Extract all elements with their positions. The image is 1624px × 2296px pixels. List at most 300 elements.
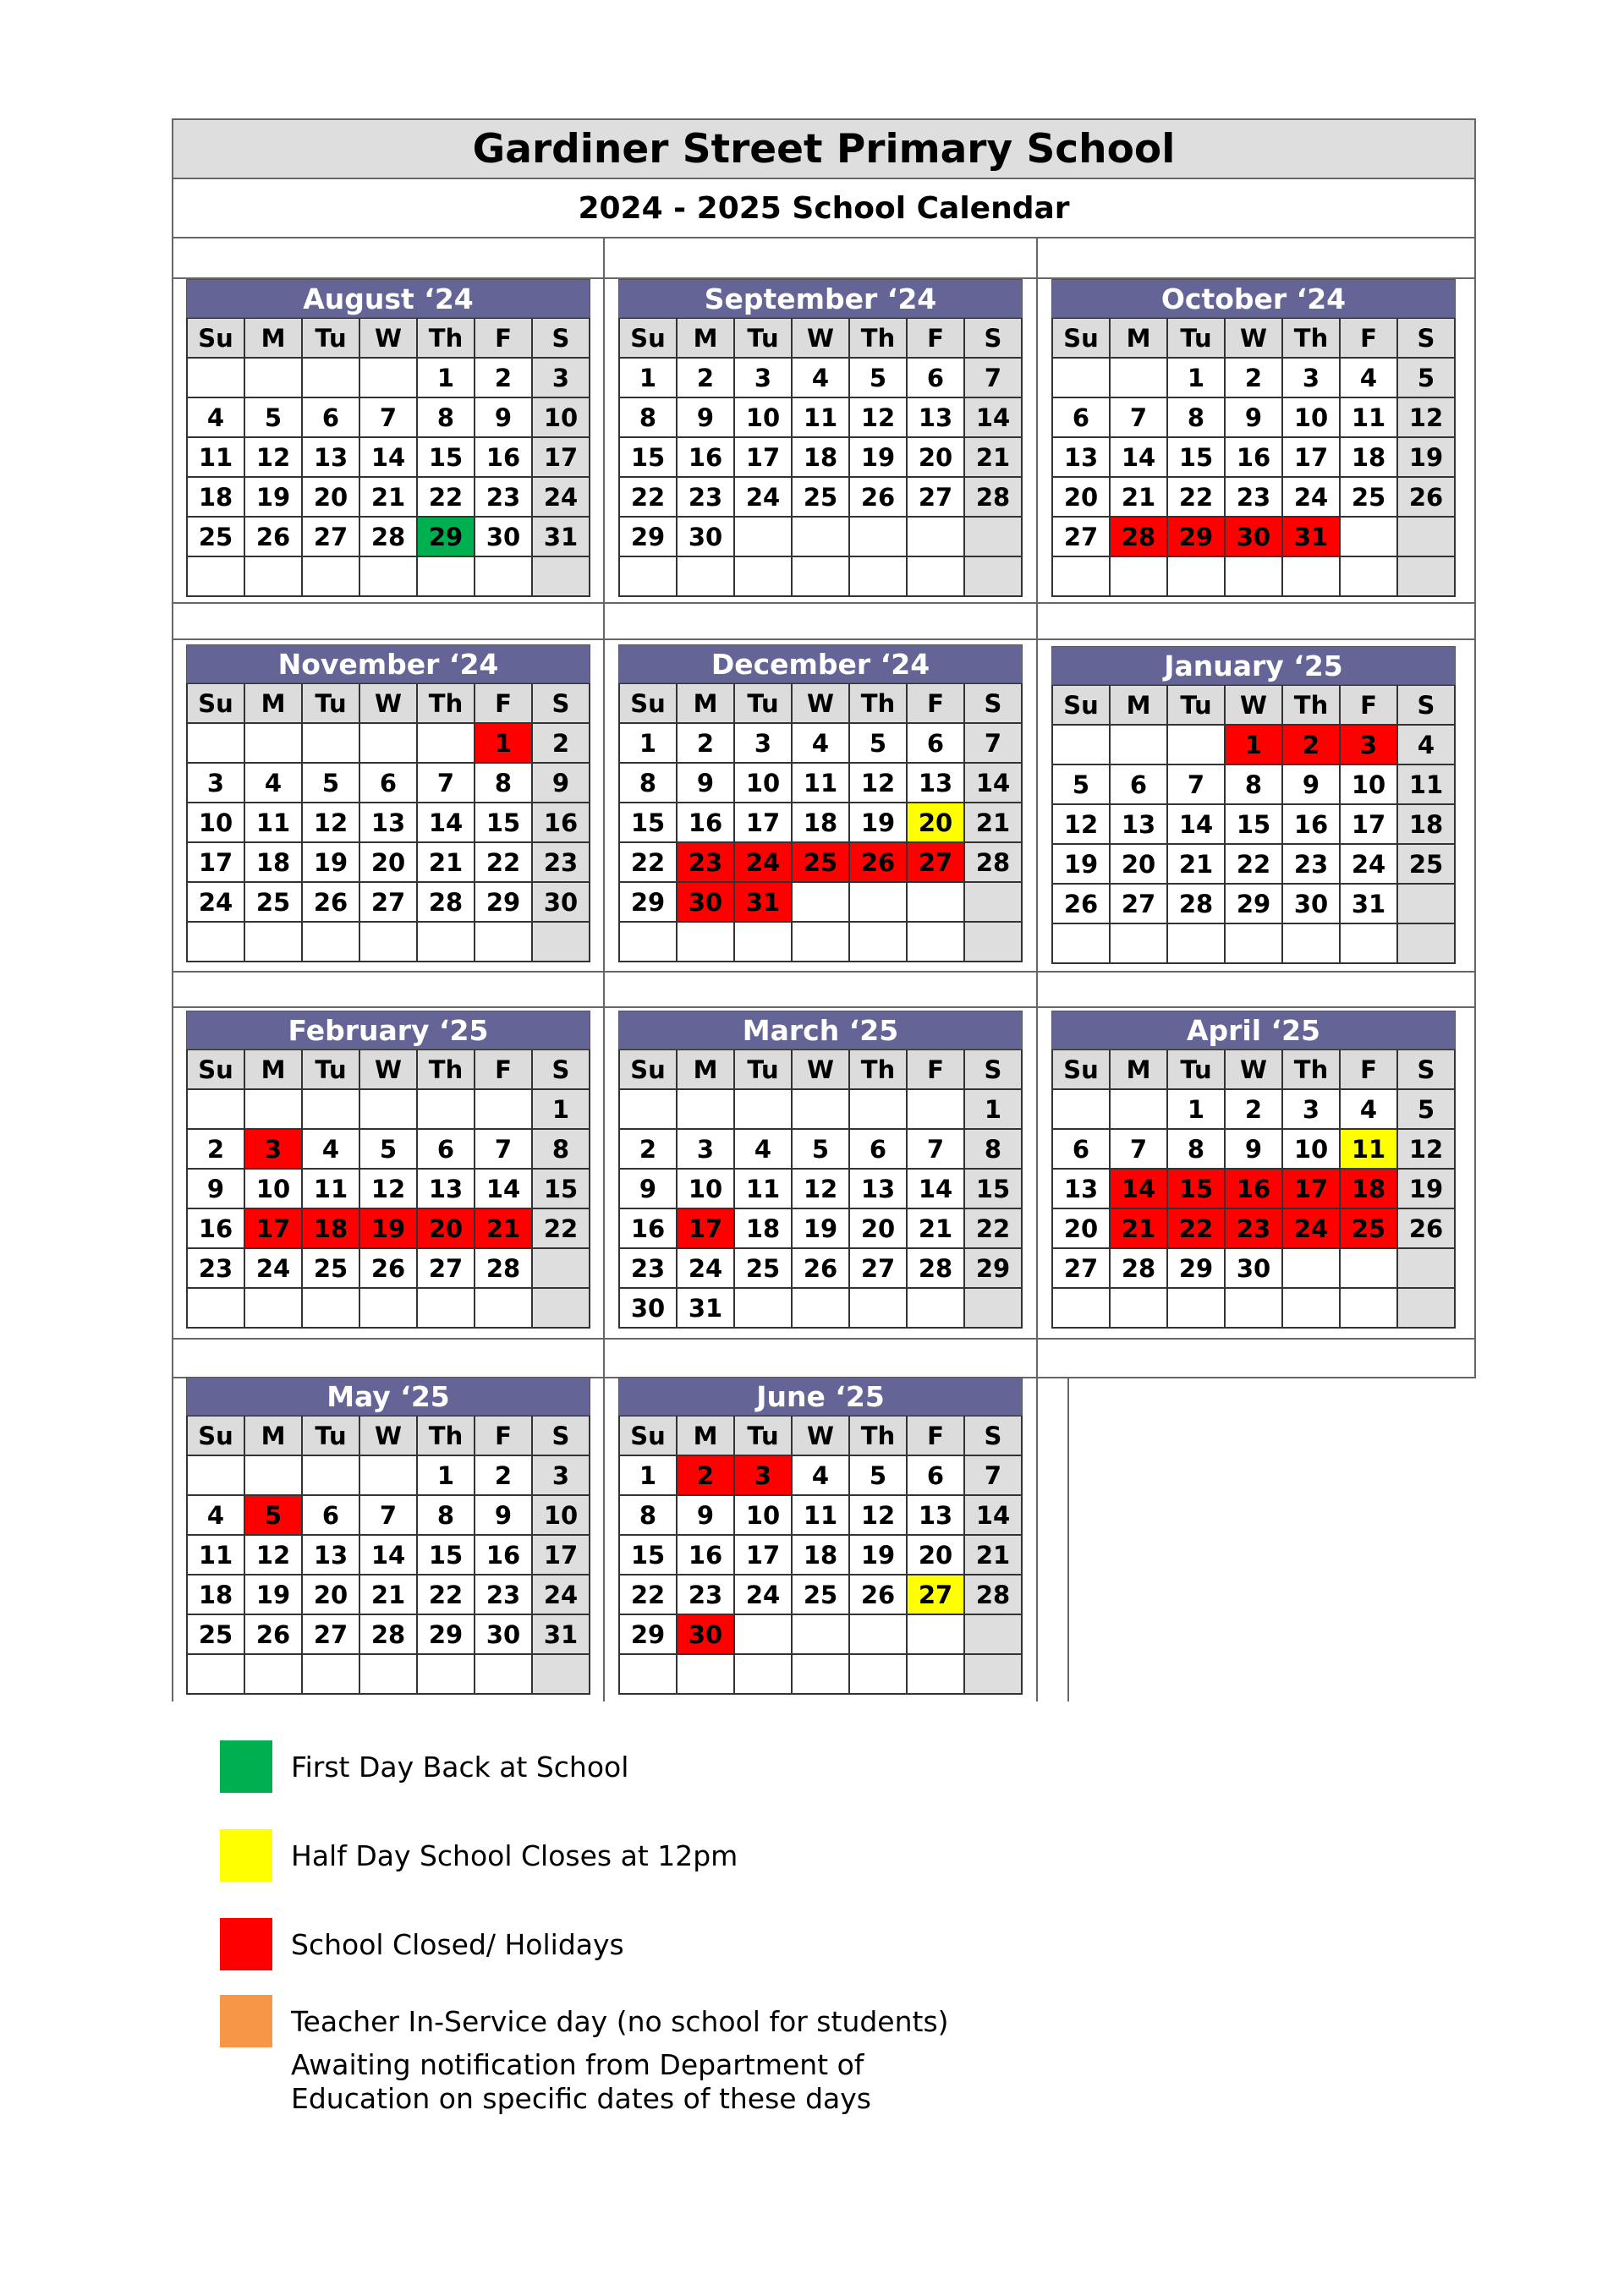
empty-cell — [1053, 726, 1111, 765]
month-1 — [186, 279, 590, 597]
day-cell: 30 — [1226, 1249, 1283, 1289]
empty-cell — [360, 1456, 418, 1496]
day-cell: 7 — [1111, 398, 1168, 438]
day-cell: 28 — [1168, 885, 1226, 924]
day-cell: 14 — [908, 1170, 965, 1209]
empty-cell — [303, 724, 360, 764]
empty-cell — [1111, 1289, 1168, 1329]
day-cell: 6 — [850, 1130, 908, 1170]
month-title: November ‘24 — [186, 644, 590, 683]
weekday-header: Th — [850, 684, 908, 724]
weekday-header: F — [908, 1050, 965, 1090]
empty-cell — [793, 518, 850, 557]
day-cell: 20 — [1053, 1209, 1111, 1249]
day-cell: 8 — [620, 1496, 678, 1536]
day-cell: 7 — [1111, 1130, 1168, 1170]
day-cell: 17 — [1283, 1170, 1341, 1209]
day-cell: 1 — [533, 1090, 590, 1130]
day-cell: 1 — [620, 1456, 678, 1496]
month-title: January ‘25 — [1051, 646, 1456, 685]
day-cell: 15 — [533, 1170, 590, 1209]
day-cell: 13 — [850, 1170, 908, 1209]
day-cell: 7 — [908, 1130, 965, 1170]
day-cell: 23 — [1226, 1209, 1283, 1249]
day-cell: 21 — [475, 1209, 533, 1249]
day-cell: 19 — [850, 1536, 908, 1575]
empty-cell — [188, 923, 245, 962]
day-cell: 30 — [678, 883, 735, 923]
empty-cell — [793, 1615, 850, 1655]
day-cell: 17 — [188, 843, 245, 883]
column-divider — [603, 238, 605, 1701]
month-title: August ‘24 — [186, 279, 590, 318]
weekday-header: F — [475, 319, 533, 359]
day-cell: 14 — [965, 764, 1023, 803]
day-cell: 14 — [360, 1536, 418, 1575]
empty-cell — [850, 923, 908, 962]
day-cell: 14 — [965, 1496, 1023, 1536]
day-cell: 1 — [620, 359, 678, 398]
empty-cell — [1168, 726, 1226, 765]
month-8 — [618, 1011, 1023, 1329]
day-cell: 21 — [908, 1209, 965, 1249]
month-4 — [186, 644, 590, 962]
month-grid — [618, 1416, 1023, 1695]
empty-cell — [908, 1289, 965, 1329]
month-grid — [1051, 1049, 1456, 1329]
day-cell: 5 — [850, 1456, 908, 1496]
empty-cell — [965, 1655, 1023, 1695]
day-cell: 4 — [735, 1130, 793, 1170]
weekday-header: W — [360, 684, 418, 724]
weekday-header: W — [1226, 319, 1283, 359]
weekday-header: Su — [188, 1417, 245, 1456]
day-cell: 26 — [1398, 478, 1456, 518]
day-cell: 23 — [620, 1249, 678, 1289]
empty-cell — [1398, 924, 1456, 964]
empty-cell — [850, 1655, 908, 1695]
weekday-header: Su — [188, 684, 245, 724]
day-cell: 19 — [360, 1209, 418, 1249]
day-cell: 3 — [735, 1456, 793, 1496]
empty-cell — [793, 557, 850, 597]
empty-cell — [850, 1615, 908, 1655]
empty-cell — [188, 1090, 245, 1130]
day-cell: 28 — [908, 1249, 965, 1289]
day-cell: 31 — [735, 883, 793, 923]
day-cell: 25 — [188, 518, 245, 557]
day-cell: 9 — [1226, 1130, 1283, 1170]
day-cell: 24 — [735, 843, 793, 883]
empty-cell — [188, 724, 245, 764]
empty-cell — [908, 557, 965, 597]
day-cell: 27 — [908, 843, 965, 883]
weekday-header: Su — [620, 1050, 678, 1090]
day-cell: 30 — [533, 883, 590, 923]
day-cell: 4 — [793, 1456, 850, 1496]
day-cell: 12 — [850, 1496, 908, 1536]
day-cell: 12 — [850, 764, 908, 803]
day-cell: 6 — [908, 724, 965, 764]
day-cell: 26 — [850, 843, 908, 883]
day-cell: 10 — [735, 398, 793, 438]
empty-cell — [303, 1289, 360, 1329]
weekday-header: S — [1398, 686, 1456, 726]
weekday-header: M — [245, 1050, 303, 1090]
empty-cell — [245, 1090, 303, 1130]
empty-cell — [850, 1289, 908, 1329]
day-cell: 3 — [533, 1456, 590, 1496]
day-cell: 5 — [245, 1496, 303, 1536]
day-cell: 5 — [850, 724, 908, 764]
empty-cell — [735, 1615, 793, 1655]
month-title: May ‘25 — [186, 1377, 590, 1416]
empty-cell — [245, 557, 303, 597]
weekday-header: Tu — [303, 319, 360, 359]
weekday-header: S — [965, 319, 1023, 359]
day-cell: 16 — [475, 1536, 533, 1575]
day-cell: 9 — [620, 1170, 678, 1209]
empty-cell — [1226, 924, 1283, 964]
month-3 — [1051, 279, 1456, 597]
weekday-header: Tu — [1168, 686, 1226, 726]
empty-cell — [793, 1090, 850, 1130]
empty-cell — [1111, 924, 1168, 964]
legend-item-in-service — [220, 1995, 949, 2047]
day-cell: 8 — [475, 764, 533, 803]
day-cell: 21 — [965, 438, 1023, 478]
day-cell: 9 — [678, 764, 735, 803]
day-cell: 20 — [360, 843, 418, 883]
month-title: September ‘24 — [618, 279, 1023, 318]
day-cell: 19 — [850, 803, 908, 843]
column-divider — [172, 1378, 173, 1701]
day-cell: 2 — [620, 1130, 678, 1170]
empty-cell — [908, 1090, 965, 1130]
empty-cell — [475, 557, 533, 597]
weekday-header: F — [1341, 1050, 1398, 1090]
day-cell: 20 — [418, 1209, 475, 1249]
empty-cell — [850, 518, 908, 557]
day-cell: 6 — [303, 398, 360, 438]
day-cell: 18 — [1341, 438, 1398, 478]
month-6 — [1051, 646, 1456, 964]
empty-cell — [533, 923, 590, 962]
empty-cell — [360, 1289, 418, 1329]
day-cell: 2 — [678, 359, 735, 398]
day-cell: 14 — [360, 438, 418, 478]
day-cell: 18 — [303, 1209, 360, 1249]
month-grid — [1051, 685, 1456, 964]
day-cell: 5 — [793, 1130, 850, 1170]
empty-cell — [1341, 1289, 1398, 1329]
day-cell: 26 — [850, 1575, 908, 1615]
empty-cell — [1168, 1289, 1226, 1329]
day-cell: 5 — [1398, 1090, 1456, 1130]
month-title: June ‘25 — [618, 1377, 1023, 1416]
empty-cell — [360, 359, 418, 398]
day-cell: 12 — [850, 398, 908, 438]
empty-cell — [1226, 1289, 1283, 1329]
day-cell: 7 — [1168, 765, 1226, 805]
weekday-header: Th — [1283, 1050, 1341, 1090]
day-cell: 13 — [303, 1536, 360, 1575]
day-cell: 3 — [735, 724, 793, 764]
day-cell: 9 — [678, 398, 735, 438]
empty-cell — [1111, 1090, 1168, 1130]
day-cell: 16 — [678, 803, 735, 843]
day-cell: 16 — [678, 438, 735, 478]
empty-cell — [418, 1655, 475, 1695]
weekday-header: S — [965, 1417, 1023, 1456]
day-cell: 28 — [1111, 1249, 1168, 1289]
empty-cell — [1398, 518, 1456, 557]
empty-cell — [1398, 885, 1456, 924]
day-cell: 11 — [1341, 398, 1398, 438]
weekday-header: F — [908, 319, 965, 359]
weekday-header: Th — [850, 319, 908, 359]
day-cell: 30 — [475, 518, 533, 557]
column-divider — [1036, 238, 1038, 1701]
day-cell: 6 — [908, 1456, 965, 1496]
day-cell: 25 — [793, 1575, 850, 1615]
day-cell: 8 — [1168, 398, 1226, 438]
empty-cell — [965, 1615, 1023, 1655]
weekday-header: S — [1398, 1050, 1456, 1090]
day-cell: 25 — [1341, 1209, 1398, 1249]
empty-cell — [475, 1289, 533, 1329]
empty-cell — [965, 518, 1023, 557]
day-cell: 28 — [965, 478, 1023, 518]
day-cell: 19 — [1398, 438, 1456, 478]
day-cell: 20 — [850, 1209, 908, 1249]
day-cell: 2 — [678, 1456, 735, 1496]
weekday-header: M — [245, 1417, 303, 1456]
empty-cell — [303, 1090, 360, 1130]
day-cell: 22 — [1168, 478, 1226, 518]
day-cell: 5 — [245, 398, 303, 438]
day-cell: 12 — [303, 803, 360, 843]
weekday-header: F — [475, 1050, 533, 1090]
day-cell: 21 — [418, 843, 475, 883]
day-cell: 23 — [1226, 478, 1283, 518]
day-cell: 11 — [735, 1170, 793, 1209]
weekday-header: Su — [620, 1417, 678, 1456]
weekday-header: W — [793, 319, 850, 359]
empty-cell — [1283, 1289, 1341, 1329]
weekday-header: Tu — [735, 1050, 793, 1090]
day-cell: 12 — [793, 1170, 850, 1209]
day-cell: 6 — [1053, 398, 1111, 438]
empty-cell — [245, 1289, 303, 1329]
empty-cell — [1053, 359, 1111, 398]
day-cell: 30 — [620, 1289, 678, 1329]
day-cell: 30 — [678, 518, 735, 557]
day-cell: 22 — [1226, 845, 1283, 885]
day-cell: 25 — [793, 843, 850, 883]
weekday-header: M — [245, 319, 303, 359]
weekday-header: Th — [850, 1050, 908, 1090]
empty-cell — [360, 1655, 418, 1695]
day-cell: 26 — [245, 518, 303, 557]
day-cell: 4 — [303, 1130, 360, 1170]
day-cell: 26 — [303, 883, 360, 923]
weekday-header: M — [678, 684, 735, 724]
weekday-header: M — [1111, 686, 1168, 726]
month-title: February ‘25 — [186, 1011, 590, 1049]
day-cell: 8 — [965, 1130, 1023, 1170]
day-cell: 29 — [1168, 1249, 1226, 1289]
empty-cell — [1111, 557, 1168, 597]
day-cell: 15 — [620, 438, 678, 478]
empty-cell — [303, 557, 360, 597]
day-cell: 9 — [1283, 765, 1341, 805]
empty-cell — [533, 1249, 590, 1289]
empty-cell — [1168, 924, 1226, 964]
weekday-header: M — [1111, 319, 1168, 359]
month-title: October ‘24 — [1051, 279, 1456, 318]
day-cell: 30 — [1226, 518, 1283, 557]
day-cell: 28 — [360, 1615, 418, 1655]
day-cell: 1 — [965, 1090, 1023, 1130]
day-cell: 2 — [1226, 359, 1283, 398]
month-5 — [618, 644, 1023, 962]
empty-cell — [850, 557, 908, 597]
legend-item-closed — [220, 1918, 624, 1970]
day-cell: 21 — [965, 803, 1023, 843]
day-cell: 4 — [793, 359, 850, 398]
day-cell: 23 — [475, 1575, 533, 1615]
day-cell: 22 — [418, 478, 475, 518]
day-cell: 31 — [1341, 885, 1398, 924]
day-cell: 15 — [965, 1170, 1023, 1209]
weekday-header: Tu — [303, 684, 360, 724]
day-cell: 25 — [303, 1249, 360, 1289]
empty-cell — [1283, 1249, 1341, 1289]
month-title: December ‘24 — [618, 644, 1023, 683]
day-cell: 18 — [188, 478, 245, 518]
day-cell: 27 — [303, 518, 360, 557]
day-cell: 14 — [1168, 805, 1226, 845]
day-cell: 22 — [533, 1209, 590, 1249]
month-grid — [618, 318, 1023, 597]
day-cell: 27 — [850, 1249, 908, 1289]
day-cell: 10 — [245, 1170, 303, 1209]
day-cell: 13 — [1053, 1170, 1111, 1209]
weekday-header: Su — [1053, 1050, 1111, 1090]
day-cell: 5 — [360, 1130, 418, 1170]
day-cell: 18 — [793, 438, 850, 478]
empty-cell — [1398, 1249, 1456, 1289]
day-cell: 18 — [1341, 1170, 1398, 1209]
empty-cell — [533, 1289, 590, 1329]
day-cell: 3 — [245, 1130, 303, 1170]
weekday-header: S — [965, 684, 1023, 724]
day-cell: 21 — [360, 478, 418, 518]
weekday-header: Th — [418, 1050, 475, 1090]
empty-cell — [1341, 518, 1398, 557]
day-cell: 12 — [360, 1170, 418, 1209]
empty-cell — [965, 1289, 1023, 1329]
day-cell: 19 — [1053, 845, 1111, 885]
empty-cell — [188, 1456, 245, 1496]
day-cell: 26 — [850, 478, 908, 518]
day-cell: 15 — [620, 1536, 678, 1575]
weekday-header: Su — [620, 684, 678, 724]
school-title: Gardiner Street Primary School — [172, 118, 1476, 179]
weekday-header: Tu — [1168, 319, 1226, 359]
empty-cell — [188, 1289, 245, 1329]
day-cell: 29 — [620, 518, 678, 557]
empty-cell — [678, 1090, 735, 1130]
day-cell: 11 — [793, 764, 850, 803]
legend-note-line-1: Awaiting notification from Department of — [291, 2048, 864, 2081]
day-cell: 1 — [620, 724, 678, 764]
day-cell: 23 — [678, 1575, 735, 1615]
weekday-header: W — [360, 319, 418, 359]
day-cell: 29 — [1226, 885, 1283, 924]
day-cell: 6 — [908, 359, 965, 398]
weekday-header: Tu — [1168, 1050, 1226, 1090]
weekday-header: Su — [1053, 319, 1111, 359]
day-cell: 18 — [735, 1209, 793, 1249]
empty-cell — [1398, 557, 1456, 597]
day-cell: 31 — [533, 1615, 590, 1655]
month-2 — [618, 279, 1023, 597]
day-cell: 13 — [1053, 438, 1111, 478]
day-cell: 29 — [475, 883, 533, 923]
month-grid — [186, 1049, 590, 1329]
day-cell: 1 — [1168, 359, 1226, 398]
day-cell: 8 — [533, 1130, 590, 1170]
month-10 — [186, 1377, 590, 1695]
day-cell: 22 — [965, 1209, 1023, 1249]
day-cell: 23 — [1283, 845, 1341, 885]
day-cell: 28 — [965, 843, 1023, 883]
day-cell: 3 — [1283, 359, 1341, 398]
empty-cell — [793, 1655, 850, 1695]
month-grid — [186, 1416, 590, 1695]
weekday-header: S — [965, 1050, 1023, 1090]
day-cell: 1 — [475, 724, 533, 764]
day-cell: 18 — [245, 843, 303, 883]
empty-cell — [735, 518, 793, 557]
day-cell: 7 — [418, 764, 475, 803]
day-cell: 29 — [965, 1249, 1023, 1289]
day-cell: 9 — [533, 764, 590, 803]
day-cell: 17 — [735, 1536, 793, 1575]
day-cell: 4 — [245, 764, 303, 803]
day-cell: 25 — [1341, 478, 1398, 518]
day-cell: 19 — [850, 438, 908, 478]
day-cell: 14 — [418, 803, 475, 843]
day-cell: 14 — [965, 398, 1023, 438]
day-cell: 3 — [1341, 726, 1398, 765]
weekday-header: W — [793, 684, 850, 724]
weekday-header: M — [1111, 1050, 1168, 1090]
empty-cell — [418, 724, 475, 764]
day-cell: 10 — [735, 764, 793, 803]
day-cell: 22 — [418, 1575, 475, 1615]
weekday-header: W — [1226, 686, 1283, 726]
empty-cell — [303, 359, 360, 398]
day-cell: 11 — [1398, 765, 1456, 805]
day-cell: 8 — [620, 398, 678, 438]
day-cell: 11 — [1341, 1130, 1398, 1170]
day-cell: 8 — [1168, 1130, 1226, 1170]
day-cell: 24 — [533, 478, 590, 518]
day-cell: 31 — [1283, 518, 1341, 557]
